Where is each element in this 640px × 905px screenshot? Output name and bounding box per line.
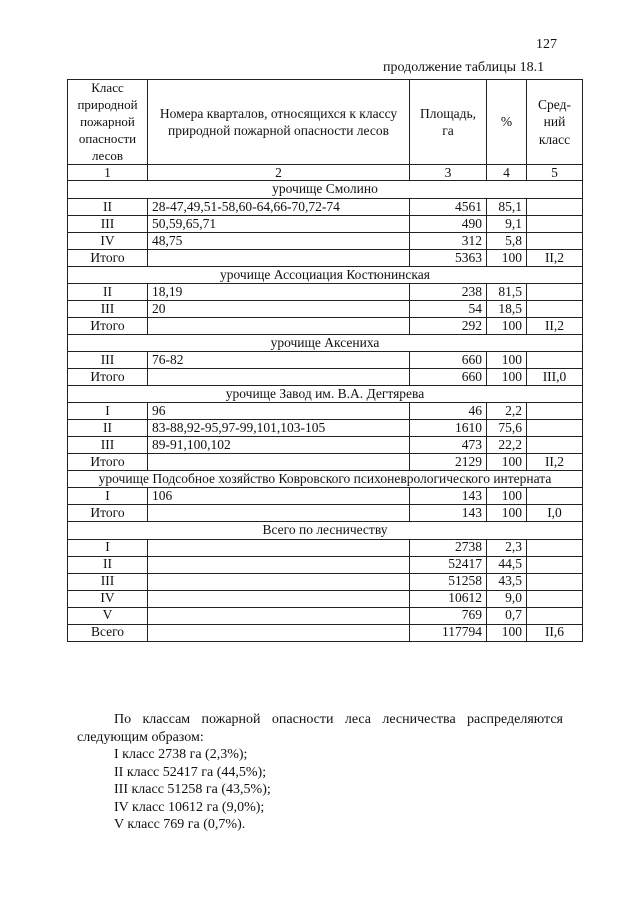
class-cell: IV xyxy=(68,232,148,249)
quarters-cell: 83-88,92-95,97-99,101,103-105 xyxy=(148,420,410,437)
area-cell: 238 xyxy=(410,283,487,300)
quarters-cell xyxy=(148,505,410,522)
class-summary-item: IV класс 10612 га (9,0%); xyxy=(114,799,265,815)
quarters-cell xyxy=(148,539,410,556)
section-title-row xyxy=(68,522,583,539)
area-cell: 473 xyxy=(410,437,487,454)
class-cell: Итого xyxy=(68,454,148,471)
average-class-cell xyxy=(527,556,583,573)
section-title-row xyxy=(68,266,583,283)
percent-cell: 100 xyxy=(487,505,527,522)
percent-cell: 18,5 xyxy=(487,300,527,317)
table-row xyxy=(68,369,583,386)
table-row xyxy=(68,198,583,215)
average-class-cell: II,2 xyxy=(527,317,583,334)
area-cell: 117794 xyxy=(410,624,487,641)
percent-cell: 75,6 xyxy=(487,420,527,437)
quarters-cell xyxy=(148,624,410,641)
percent-cell: 22,2 xyxy=(487,437,527,454)
quarters-cell: 48,75 xyxy=(148,232,410,249)
quarters-cell xyxy=(148,249,410,266)
class-cell: II xyxy=(68,556,148,573)
percent-cell: 9,0 xyxy=(487,590,527,607)
percent-cell: 100 xyxy=(487,488,527,505)
quarters-cell: 18,19 xyxy=(148,283,410,300)
quarters-cell: 106 xyxy=(148,488,410,505)
table-row xyxy=(68,352,583,369)
average-class-cell xyxy=(527,539,583,556)
area-cell: 5363 xyxy=(410,249,487,266)
table-row xyxy=(68,420,583,437)
class-cell: II xyxy=(68,283,148,300)
class-cell: III xyxy=(68,573,148,590)
quarters-cell xyxy=(148,369,410,386)
quarters-cell: 20 xyxy=(148,300,410,317)
class-cell: III xyxy=(68,437,148,454)
class-cell: Итого xyxy=(68,249,148,266)
table-row xyxy=(68,624,583,641)
table-row xyxy=(68,539,583,556)
class-cell: I xyxy=(68,488,148,505)
percent-cell: 100 xyxy=(487,352,527,369)
table-row xyxy=(68,607,583,624)
fire-danger-table xyxy=(67,79,583,642)
section-title-row xyxy=(68,334,583,351)
table-row xyxy=(68,403,583,420)
percent-cell: 43,5 xyxy=(487,573,527,590)
average-class-cell xyxy=(527,352,583,369)
quarters-cell xyxy=(148,573,410,590)
area-cell: 660 xyxy=(410,352,487,369)
quarters-cell: 76-82 xyxy=(148,352,410,369)
average-class-cell: II,2 xyxy=(527,249,583,266)
average-class-cell xyxy=(527,607,583,624)
header-area: Площадь, га xyxy=(410,80,487,165)
table-row xyxy=(68,215,583,232)
average-class-cell: I,0 xyxy=(527,505,583,522)
section-title: Всего по лесничеству xyxy=(68,522,583,539)
section-title: урочище Ассоциация Костюнинская xyxy=(68,266,583,283)
class-cell: III xyxy=(68,300,148,317)
table-continuation-caption: продолжение таблицы 18.1 xyxy=(383,60,545,75)
class-cell: I xyxy=(68,539,148,556)
section-title: урочище Аксениха xyxy=(68,334,583,351)
area-cell: 46 xyxy=(410,403,487,420)
header-class: Класс природной пожарной опасности лесов xyxy=(68,80,148,165)
class-cell: Итого xyxy=(68,369,148,386)
area-cell: 143 xyxy=(410,505,487,522)
class-summary-item: V класс 769 га (0,7%). xyxy=(114,817,246,832)
table-body xyxy=(68,80,583,642)
section-title-row xyxy=(68,386,583,403)
area-cell: 143 xyxy=(410,488,487,505)
area-cell: 52417 xyxy=(410,556,487,573)
average-class-cell xyxy=(527,590,583,607)
column-number: 2 xyxy=(148,165,410,181)
quarters-cell xyxy=(148,454,410,471)
percent-cell: 5,8 xyxy=(487,232,527,249)
percent-cell: 2,3 xyxy=(487,539,527,556)
percent-cell: 100 xyxy=(487,317,527,334)
quarters-cell: 50,59,65,71 xyxy=(148,215,410,232)
percent-cell: 100 xyxy=(487,249,527,266)
class-cell: III xyxy=(68,352,148,369)
section-title-row xyxy=(68,181,583,198)
average-class-cell xyxy=(527,232,583,249)
average-class-cell xyxy=(527,420,583,437)
table-row xyxy=(68,232,583,249)
area-cell: 4561 xyxy=(410,198,487,215)
class-cell: V xyxy=(68,607,148,624)
area-cell: 10612 xyxy=(410,590,487,607)
table-row xyxy=(68,505,583,522)
percent-cell: 100 xyxy=(487,624,527,641)
quarters-cell xyxy=(148,590,410,607)
percent-cell: 9,1 xyxy=(487,215,527,232)
percent-cell: 100 xyxy=(487,369,527,386)
quarters-cell xyxy=(148,317,410,334)
average-class-cell xyxy=(527,403,583,420)
class-cell: Итого xyxy=(68,317,148,334)
class-cell: II xyxy=(68,198,148,215)
column-number: 3 xyxy=(410,165,487,181)
average-class-cell: II,6 xyxy=(527,624,583,641)
table-row xyxy=(68,488,583,505)
area-cell: 312 xyxy=(410,232,487,249)
header-percent: % xyxy=(487,80,527,165)
page-number: 127 xyxy=(536,37,557,52)
average-class-cell: II,2 xyxy=(527,454,583,471)
area-cell: 660 xyxy=(410,369,487,386)
column-number: 1 xyxy=(68,165,148,181)
table-header-row xyxy=(68,80,583,165)
quarters-cell: 89-91,100,102 xyxy=(148,437,410,454)
table-row xyxy=(68,556,583,573)
percent-cell: 85,1 xyxy=(487,198,527,215)
table-row xyxy=(68,437,583,454)
table-row xyxy=(68,573,583,590)
area-cell: 490 xyxy=(410,215,487,232)
table-row xyxy=(68,249,583,266)
class-cell: I xyxy=(68,403,148,420)
summary-intro: По классам пожарной опасности леса лесничества распределяются следующим образом: xyxy=(77,712,563,745)
class-cell: Итого xyxy=(68,505,148,522)
quarters-cell: 96 xyxy=(148,403,410,420)
class-summary-item: III класс 51258 га (43,5%); xyxy=(114,782,271,797)
table-row xyxy=(68,317,583,334)
area-cell: 2738 xyxy=(410,539,487,556)
section-title: урочище Смолино xyxy=(68,181,583,198)
quarters-cell: 28-47,49,51-58,60-64,66-70,72-74 xyxy=(148,198,410,215)
area-cell: 2129 xyxy=(410,454,487,471)
area-cell: 51258 xyxy=(410,573,487,590)
table-row xyxy=(68,454,583,471)
class-cell: IV xyxy=(68,590,148,607)
average-class-cell: III,0 xyxy=(527,369,583,386)
area-cell: 769 xyxy=(410,607,487,624)
quarters-cell xyxy=(148,556,410,573)
percent-cell: 44,5 xyxy=(487,556,527,573)
area-cell: 292 xyxy=(410,317,487,334)
average-class-cell xyxy=(527,437,583,454)
class-summary-item: II класс 52417 га (44,5%); xyxy=(114,764,267,780)
column-number: 5 xyxy=(527,165,583,181)
table-row xyxy=(68,590,583,607)
header-quarters: Номера кварталов, относящихся к классу природной пожарной опасности лесов xyxy=(148,80,410,165)
average-class-cell xyxy=(527,488,583,505)
table-row xyxy=(68,283,583,300)
average-class-cell xyxy=(527,198,583,215)
column-number: 4 xyxy=(487,165,527,181)
column-number-row xyxy=(68,165,583,181)
percent-cell: 81,5 xyxy=(487,283,527,300)
section-title: урочище Подсобное хозяйство Ковровского психоневрологического интерната xyxy=(68,471,583,488)
area-cell: 54 xyxy=(410,300,487,317)
section-title-row xyxy=(68,471,583,488)
summary-paragraph xyxy=(77,711,563,834)
section-title: урочище Завод им. В.А. Дегтярева xyxy=(68,386,583,403)
average-class-cell xyxy=(527,573,583,590)
percent-cell: 0,7 xyxy=(487,607,527,624)
percent-cell: 100 xyxy=(487,454,527,471)
class-summary-list xyxy=(77,746,563,834)
quarters-cell xyxy=(148,607,410,624)
area-cell: 1610 xyxy=(410,420,487,437)
class-cell: II xyxy=(68,420,148,437)
percent-cell: 2,2 xyxy=(487,403,527,420)
average-class-cell xyxy=(527,300,583,317)
header-average-class: Сред-ний класс xyxy=(527,80,583,165)
class-summary-item: I класс 2738 га (2,3%); xyxy=(114,747,248,762)
average-class-cell xyxy=(527,283,583,300)
class-cell: III xyxy=(68,215,148,232)
average-class-cell xyxy=(527,215,583,232)
table-row xyxy=(68,300,583,317)
class-cell: Всего xyxy=(68,624,148,641)
